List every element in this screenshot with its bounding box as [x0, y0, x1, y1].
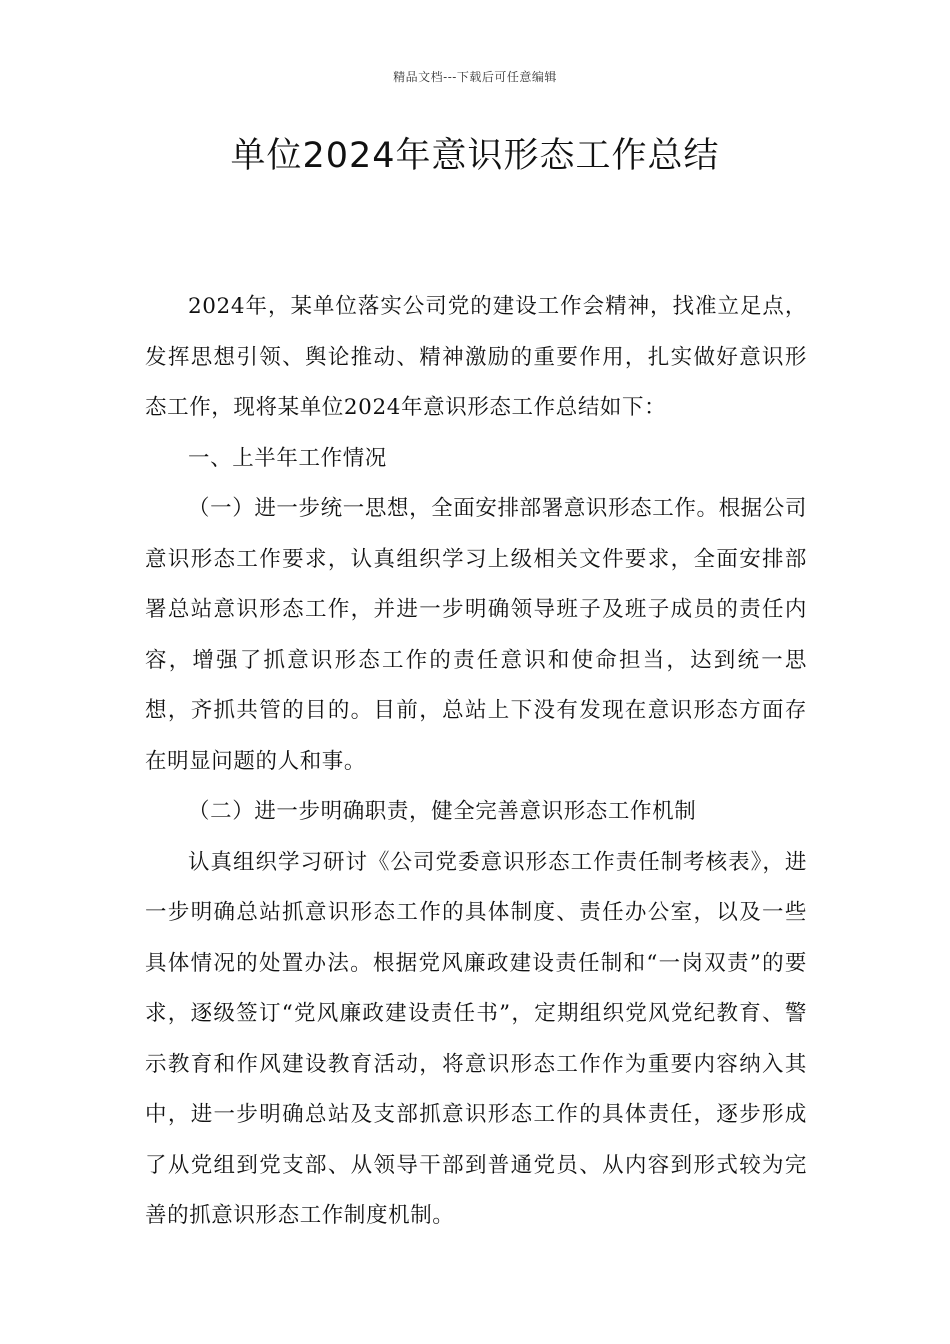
header-note: 精品文档---下载后可任意编辑: [393, 70, 557, 84]
section-heading: 一、上半年工作情况: [188, 445, 387, 471]
body-paragraph: 认真组织学习研讨《公司党委意识形态工作责任制考核表》，进一步明确总站抓意识形态工作的具体制度、责任办公室，以及一些具体情况的处置办法。根据党风廉政建设责任制和“一岗双责”的要求，逐级签订“党风廉政建设责任书”，定期组织党风党纪教育、警示教育和作风建设教育活动，将意识形态工作作为重要内容纳入其中，进一步明确总站及支部抓意识形态工作的具体责任，逐步形成了从党组到党支部、从领导干部到普通党员、从内容到形式较为完善的抓意识形态工作制度机制。: [145, 849, 807, 1228]
document-body: [145, 282, 807, 1242]
page-title: 单位2024年意识形态工作总结: [230, 136, 720, 176]
subsection-paragraph: （一）进一步统一思想，全面安排部署意识形态工作。根据公司意识形态工作要求，认真组织学习上级相关文件要求，全面安排部署总站意识形态工作，并进一步明确领导班子及班子成员的责任内容，增强了抓意识形态工作的责任意识和使命担当，达到统一思想，齐抓共管的目的。目前，总站上下没有发现在意识形态方面存在明显问题的人和事。: [145, 496, 807, 774]
intro-paragraph: 2024年，某单位落实公司党的建设工作会精神，找准立足点，发挥思想引领、舆论推动、精神激励的重要作用，扎实做好意识形态工作，现将某单位2024年意识形态工作总结如下：: [145, 294, 807, 420]
subsection-heading: （二）进一步明确职责，健全完善意识形态工作机制: [188, 799, 697, 824]
